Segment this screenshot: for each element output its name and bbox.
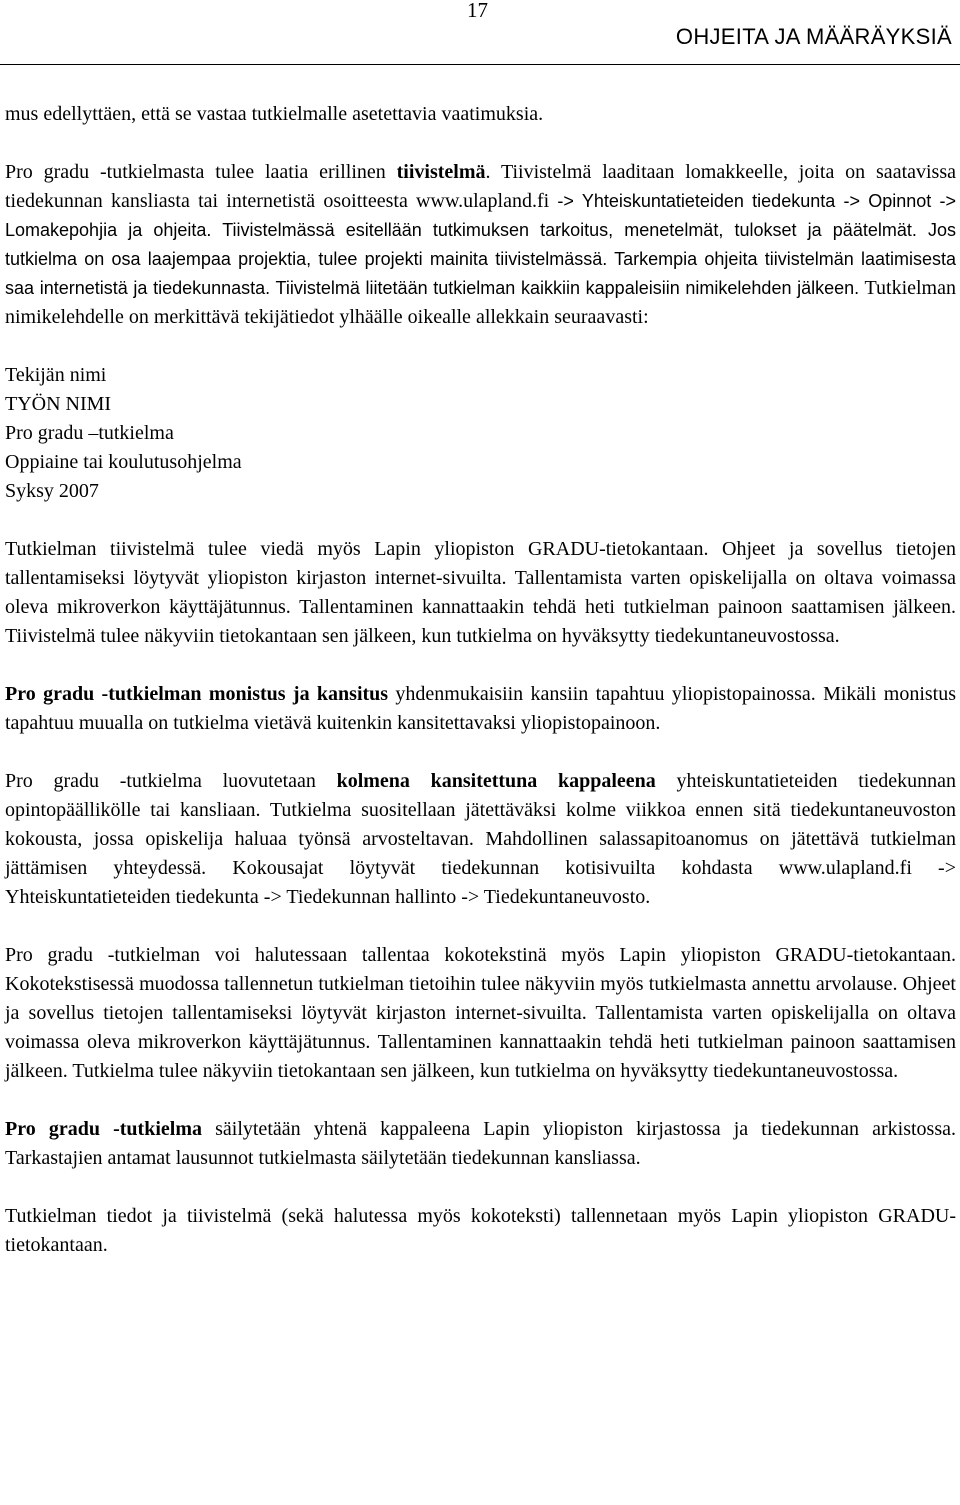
bold-term-tiivistelma: tiivistelmä	[396, 161, 486, 183]
running-header: OHJEITA JA MÄÄRÄYKSIÄ	[675, 24, 952, 49]
header-divider	[0, 64, 960, 65]
paragraph-continuation	[5, 100, 956, 129]
paragraph-gradu-database	[5, 535, 956, 651]
paragraph-text-sans: -> Yhteiskuntatieteiden tiedekunta -> Opinnot -> Lomakepohjia ja ohjeita. Tiivistelmässä esitellään tutkimuksen tarkoitus, menetelmät, tulokset ja päätelmät. Jos tutkielma on osa laajempaa projektia, tulee projekti mainita tiivistelmässä. Tarkempia ohjeita tiivistelmän laatimisesta saa internetistä ja tiedekunnasta. Tiivistelmä liitetään tutkielman kaikkiin kappaleisiin nimikelehden jälkeen.	[5, 191, 956, 298]
document-body	[5, 100, 956, 1289]
paragraph-text: mus edellyttäen, että se vastaa tutkielmalle asetettavia vaatimuksia.	[5, 103, 544, 125]
page-number: 17	[467, 0, 488, 22]
title-subject: Oppiaine tai koulutusohjelma	[5, 451, 242, 473]
paragraph-text: yhteiskuntatieteiden tiedekunnan opintopäällikölle tai kansliaan. Tutkielma suositellaan jätettäväksi kolme viikkoa ennen sitä tiedekuntaneuvoston kokousta, jossa opiskelija haluaa työnsä arvosteltavan. Mahdollinen salassapitoanomus on jätettävä tutkielman jättämisen yhteydessä. Kokousajat löytyvät tiedekunnan kotisivuilta kohdasta www.ulapland.fi -> Yhteiskuntatieteiden tiedekunta -> Tiedekunnan hallinto -> Tiedekuntaneuvosto.	[5, 770, 956, 908]
paragraph-text: Pro gradu -tutkielmasta tulee laatia erillinen	[5, 161, 397, 183]
title-work: TYÖN NIMI	[5, 393, 112, 415]
paragraph-text: . Tiivistelmä laaditaan lomakkeelle, joita on saatavissa tiedekunnan kansliasta tai internetistä osoitteesta www.ulapland.fi	[5, 161, 956, 212]
paragraph-printing	[5, 680, 956, 738]
title-page-example	[5, 361, 956, 506]
paragraph-text: säilytetään yhtenä kappaleena Lapin yliopiston kirjastossa ja tiedekunnan arkistossa. Tarkastajien antamat lausunnot tutkielmasta säilytetään tiedekunnan kansliassa.	[5, 1118, 957, 1169]
bold-heading-archiving: Pro gradu -tutkielma	[5, 1118, 202, 1140]
paragraph-final	[5, 1202, 956, 1260]
paragraph-archiving	[5, 1115, 956, 1173]
paragraph-fulltext	[5, 941, 956, 1086]
paragraph-submission	[5, 767, 956, 912]
paragraph-text: yhdenmukaisiin kansiin tapahtuu yliopistopainossa. Mikäli monistus tapahtuu muualla on tutkielma vietävä kuitenkin kansitettavaksi yliopistopainoon.	[5, 683, 956, 734]
paragraph-text: Pro gradu -tutkielma luovutetaan	[5, 770, 337, 792]
paragraph-text: Tutkielman tiedot ja tiivistelmä (sekä halutessa myös kokoteksti) tallennetaan myös Lapin yliopiston GRADU-tietokantaan.	[5, 1205, 956, 1256]
bold-copies: kolmena kansitettuna kappaleena	[336, 770, 656, 792]
bold-heading-printing: Pro gradu -tutkielman monistus ja kansitus	[5, 683, 389, 705]
title-type: Pro gradu –tutkielma	[5, 422, 174, 444]
paragraph-text: Pro gradu -tutkielman voi halutessaan tallentaa kokotekstinä myös Lapin yliopiston GRADU-tietokantaan. Kokotekstisessä muodossa tallennetun tutkielman tietoihin tulee näkyviin myös tutkielmasta annettu arvolause. Ohjeet ja sovellus tietojen tallentamiseksi löytyvät kirjaston internet-sivuilta. Tallentamista varten opiskelijalla on oltava voimassa oleva mikroverkon käyttäjätunnus. Tallentaminen kannattaakin tehdä heti tutkielman painoon saattamisen jälkeen. Tutkielma tulee näkyviin tietokantaan sen jälkeen, kun tutkielma on hyväksytty tiedekuntaneuvostossa.	[5, 944, 956, 1082]
paragraph-text: Tutkielman nimikelehdelle on merkittävä tekijätiedot ylhäälle oikealle allekkain seuraavasti:	[5, 277, 956, 328]
title-term: Syksy 2007	[5, 480, 99, 502]
title-author: Tekijän nimi	[5, 364, 107, 386]
paragraph-abstract	[5, 158, 956, 332]
paragraph-text: Tutkielman tiivistelmä tulee viedä myös Lapin yliopiston GRADU-tietokantaan. Ohjeet ja sovellus tietojen tallentamiseksi löytyvät yliopiston kirjaston internet-sivuilta. Tallentamista varten opiskelijalla on oltava voimassa oleva mikroverkon käyttäjätunnus. Tallentaminen kannattaakin tehdä heti tutkielman painoon saattamisen jälkeen. Tiivistelmä tulee näkyviin tietokantaan sen jälkeen, kun tutkielma on hyväksytty tiedekuntaneuvostossa.	[5, 538, 956, 647]
